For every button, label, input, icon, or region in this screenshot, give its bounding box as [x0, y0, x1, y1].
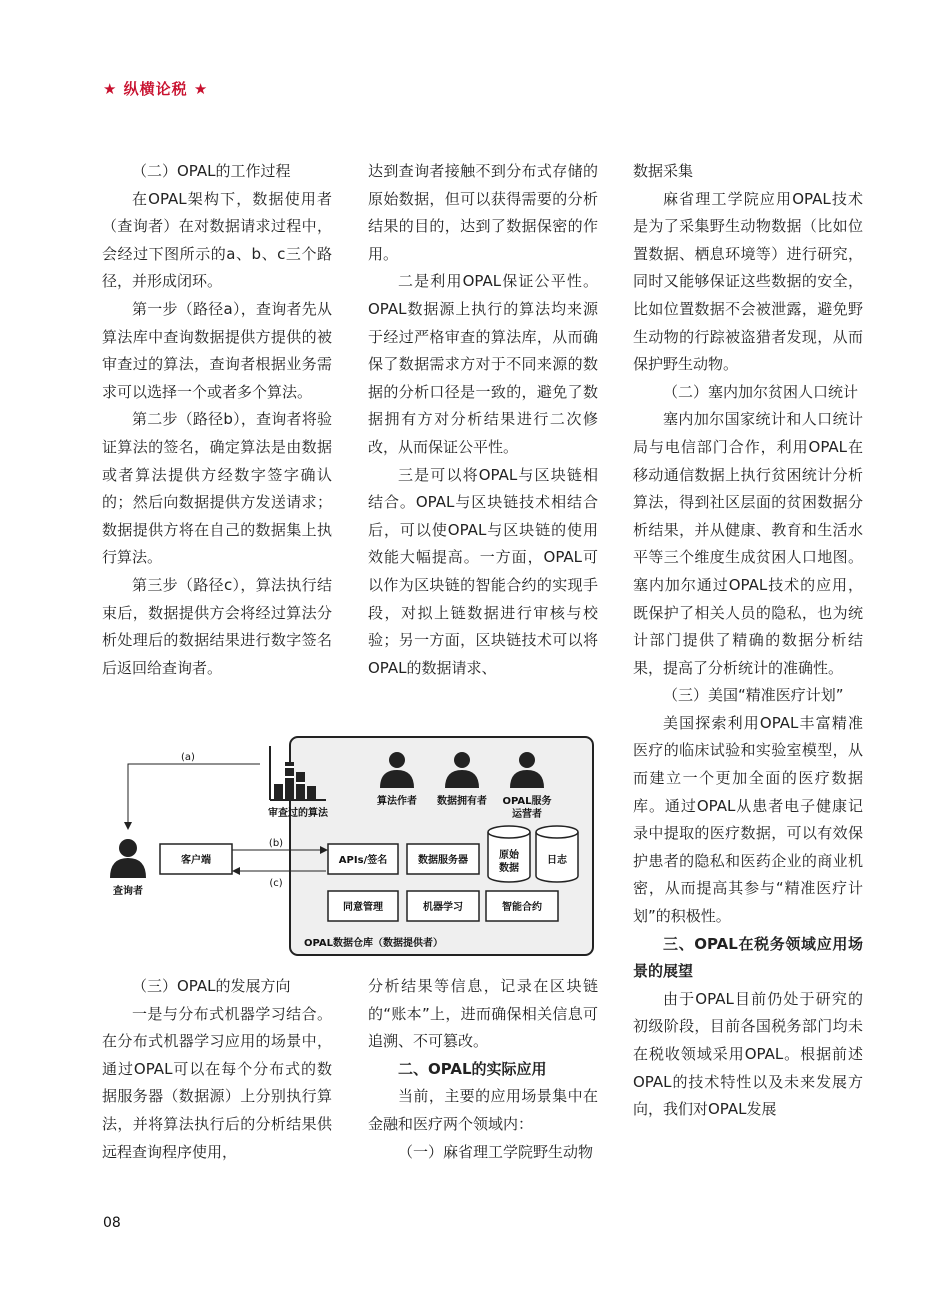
- opal-operator-label-1: OPAL服务: [502, 796, 552, 807]
- querier-icon: [110, 839, 146, 878]
- client-label: 客户端: [181, 855, 211, 866]
- column-1-bottom: [102, 973, 332, 1166]
- column-2-bottom: [368, 973, 598, 1166]
- path-c-label: (c): [269, 878, 283, 889]
- audited-algorithms-label: 审查过的算法: [268, 808, 328, 819]
- ml-label: 机器学习: [423, 902, 463, 913]
- apis-label: APIs/签名: [338, 855, 388, 866]
- section-header: ★ 纵横论税 ★: [103, 80, 209, 98]
- consent-mgmt-label: 同意管理: [343, 902, 383, 913]
- log-label: 日志: [547, 855, 567, 866]
- smart-contract-label: 智能合约: [502, 902, 542, 913]
- paragraph: 在OPAL架构下，数据使用者（查询者）在对数据请求过程中，会经过下图所示的a、b、c三个路径，并形成闭环。: [102, 189, 332, 291]
- paragraph: 第二步（路径b），查询者将验证算法的签名，确定算法是由数据或者算法提供方经数字签字确认的；然后向数据提供方发送请求；数据提供方将在自己的数据集上执行算法。: [102, 410, 332, 567]
- column-2-top: [368, 158, 598, 682]
- paragraph: 第三步（路径c），算法执行结束后，数据提供方会将经过算法分析处理后的数据结果进行数字签名后返回给查询者。: [102, 575, 332, 677]
- data-owner-label: 数据拥有者: [437, 796, 487, 807]
- subsection-heading: （一）麻省理工学院野生动物: [398, 1142, 594, 1161]
- section-heading: 三、OPAL在税务领域应用场景的展望: [633, 934, 863, 981]
- paragraph: 数据采集: [633, 162, 694, 180]
- querier-label: 查询者: [113, 886, 143, 897]
- paragraph: 塞内加尔国家统计和人口统计局与电信部门合作，利用OPAL在移动通信数据上执行贫困统计分析算法，得到社区层面的贫困数据分析结果，并从健康、教育和生活水平等三个维度生成贫困人口地图。塞内加尔通过OPAL技术的应用，既保护了相关人员的隐私，也为统计部门提供了精确的数据分析结果，提高了分析统计的准确性。: [633, 410, 863, 677]
- column-1-top: [102, 158, 332, 682]
- paragraph: 二是利用OPAL保证公平性。OPAL数据源上执行的算法均来源于经过严格审查的算法库，从而确保了数据需求方对于不同来源的数据的分析口径是一致的，避免了数据拥有方对分析结果进行二次修改，从而保证公平性。: [368, 272, 598, 456]
- raw-data-label-1: 原始: [499, 850, 519, 861]
- paragraph: 一是与分布式机器学习结合。在分布式机器学习应用的场景中，通过OPAL可以在每个分布式的数据服务器（数据源）上分别执行算法，并将算法执行后的分析结果供远程查询程序使用，: [102, 1004, 332, 1161]
- paragraph: 由于OPAL目前仍处于研究的初级阶段，目前各国税务部门均未在税收领域采用OPAL。根据前述OPAL的技术特性以及未来发展方向，我们对OPAL发展: [633, 989, 863, 1119]
- path-a-line: [128, 764, 260, 824]
- paragraph: 当前，主要的应用场景集中在金融和医疗两个领域内：: [368, 1087, 598, 1133]
- paragraph: 第一步（路径a），查询者先从算法库中查询数据提供方提供的被审查过的算法，查询者根据业务需求可以选择一个或者多个算法。: [102, 299, 332, 401]
- paragraph: 达到查询者接触不到分布式存储的原始数据，但可以获得需要的分析结果的目的，达到了数据保密的作用。: [368, 162, 598, 263]
- opal-operator-label-2: 运营者: [512, 809, 542, 820]
- log-cylinder: [536, 826, 578, 882]
- column-3: [633, 158, 863, 1124]
- paragraph: 美国探索利用OPAL丰富精准医疗的临床试验和实验室模型，从而建立一个更加全面的医疗数据库。通过OPAL从患者电子健康记录中提取的医疗数据，可以有效保护患者的隐私和医药企业的商业机密，从而提高其参与“精准医疗计划”的积极性。: [633, 713, 863, 926]
- algorithm-author-label: 算法作者: [377, 796, 417, 807]
- path-a-label: (a): [181, 752, 195, 763]
- raw-data-label-2: 数据: [499, 863, 519, 874]
- data-server-label: 数据服务器: [418, 855, 468, 866]
- subsection-heading: （二）塞内加尔贫困人口统计: [663, 382, 859, 401]
- path-c-arrow: [232, 867, 240, 875]
- section-heading: 二、OPAL的实际应用: [398, 1059, 547, 1078]
- subsection-heading: （三）美国“精准医疗计划”: [663, 686, 844, 705]
- subsection-heading: （三）OPAL的发展方向: [132, 977, 291, 995]
- opal-workflow-diagram: [100, 736, 600, 958]
- paragraph: 麻省理工学院应用OPAL技术是为了采集野生动物数据（比如位置数据、栖息环境等）进行研究，同时又能够保证这些数据的安全，比如位置数据不会被泄露，避免野生动物的行踪被盗猎者发现，从而保护野生动物。: [633, 189, 863, 374]
- paragraph: 分析结果等信息，记录在区块链的“账本”上，进而确保相关信息可追溯、不可篡改。: [368, 977, 598, 1051]
- page-number: 08: [103, 1215, 121, 1231]
- path-a-arrow: [124, 822, 132, 830]
- paragraph: 三是可以将OPAL与区块链相结合。OPAL与区块链技术相结合后，可以使OPAL与区块链的使用效能大幅提高。一方面，OPAL可以作为区块链的智能合约的实现手段，对拟上链数据进行审核与校验；另一方面，区块链技术可以将OPAL的数据请求、: [368, 465, 598, 677]
- warehouse-label: OPAL数据仓库（数据提供者）: [304, 938, 444, 949]
- path-b-label: (b): [268, 838, 284, 849]
- subsection-heading: （二）OPAL的工作过程: [132, 162, 291, 180]
